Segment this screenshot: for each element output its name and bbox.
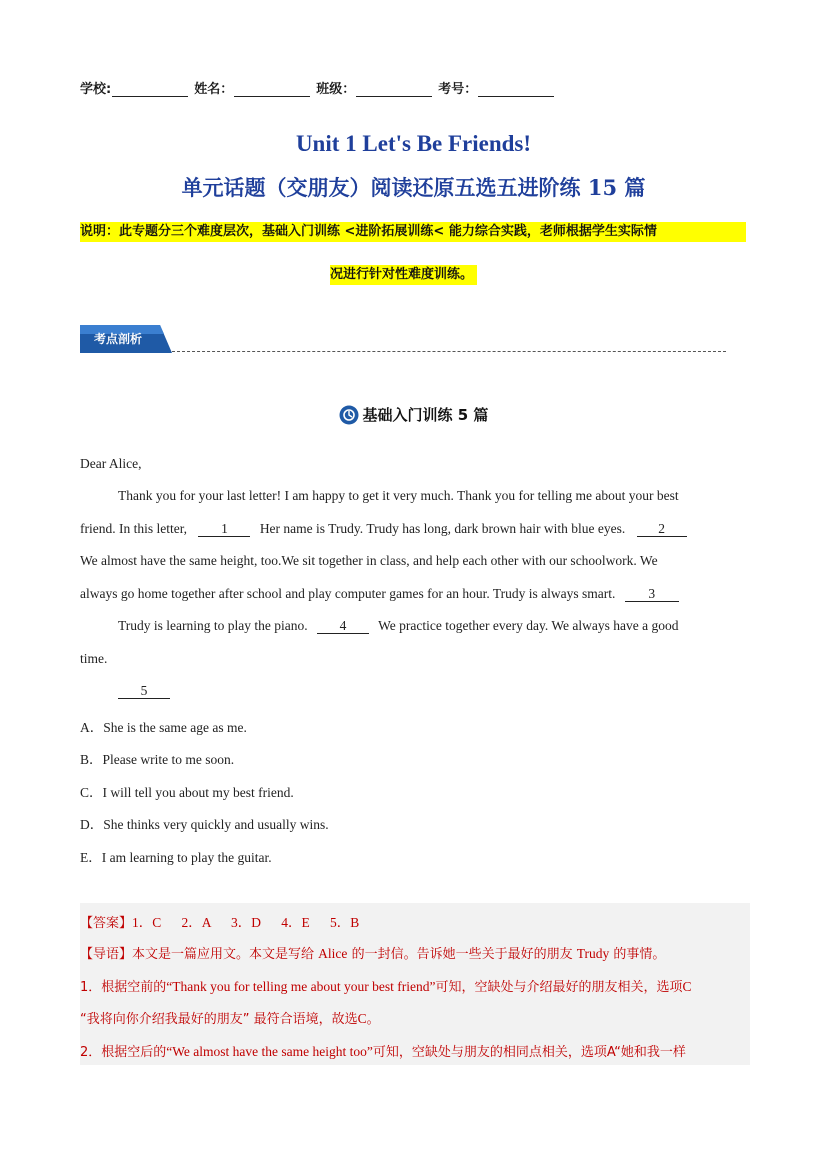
guide-text-c: 的事情。: [613, 947, 666, 962]
explanation-1-b: 可知，空缺处与介绍最好的朋友相关，选项: [435, 980, 683, 995]
guide-trudy: Trudy: [576, 946, 610, 961]
answer-box: [80, 903, 750, 1065]
option-b: B．Please write to me soon.: [80, 752, 235, 767]
guide-text-b: 的一封信。告诉她一些关于最好的朋友: [351, 947, 573, 962]
greeting: Dear Alice,: [80, 456, 142, 471]
guide-label: 【导语】: [80, 947, 133, 962]
explanation-1-quote: “Thank you for telling me about your best friend”: [166, 979, 436, 994]
answer-values: 1．C 2．A 3．D 4．E 5．B: [132, 915, 360, 930]
guide-alice: Alice: [318, 946, 348, 961]
passage-line-2: [80, 521, 687, 537]
instruction-note-line-2: 况进行针对性难度训练。: [330, 265, 477, 285]
passage-line-5a: Trudy is learning to play the piano.: [118, 618, 308, 633]
explanation-2-c: A“她和我一样: [606, 1045, 686, 1060]
blank-3[interactable]: 3: [625, 587, 679, 602]
passage-line-2a: friend. In this letter,: [80, 521, 188, 536]
option-a: A．She is the same age as me.: [80, 720, 247, 735]
option-c: C．I will tell you about my best friend.: [80, 785, 294, 800]
school-blank[interactable]: [112, 82, 188, 97]
exam-number-blank[interactable]: [478, 82, 554, 97]
option-d: D．She thinks very quickly and usually wins.: [80, 817, 329, 832]
passage-line-2b: Her name is Trudy. Trudy has long, dark brown hair with blue eyes.: [259, 521, 626, 536]
name-blank[interactable]: [234, 82, 310, 97]
school-field[interactable]: [80, 78, 188, 97]
answer-label: 【答案】: [80, 916, 133, 931]
school-label: 学校:: [80, 82, 112, 97]
explanation-1-letter: C: [682, 979, 692, 994]
passage-line-1: Thank you for your last letter! I am happy to get it very much. Thank you for telling me about your best: [118, 488, 679, 503]
exam-number-field[interactable]: [438, 78, 554, 97]
explanation-1-line-2-text: “我将向你介绍我最好的朋友” 最符合语境，故选: [80, 1012, 358, 1027]
explanation-1-line-2: [80, 1008, 380, 1027]
section-tab: [80, 325, 172, 353]
explanation-1-line-2-letter: C: [357, 1011, 367, 1026]
blank-5[interactable]: 5: [118, 684, 170, 699]
explanation-2-quote: “We almost have the same height too”: [166, 1044, 373, 1059]
level-heading-text: 基础入门训练 5 篇: [362, 406, 489, 424]
class-label: 班级：: [316, 82, 356, 97]
passage-line-5: [118, 618, 678, 634]
blank-2[interactable]: 2: [637, 522, 687, 537]
blank-1[interactable]: 1: [198, 522, 250, 537]
passage-line-7: [118, 683, 170, 699]
answer-line: [80, 911, 359, 931]
passage-line-5b: We practice together every day. We always have a good: [378, 618, 679, 633]
passage-line-4: [80, 586, 679, 602]
passage-line-3: We almost have the same height, too.We sit together in class, and help each other with our schoolwork. We: [80, 553, 658, 568]
explanation-2-b: 可知，空缺处与朋友的相同点相关，选项: [372, 1045, 607, 1060]
student-info-row: [80, 78, 560, 97]
name-label: 姓名：: [194, 82, 234, 97]
name-field[interactable]: [194, 78, 310, 97]
level-heading: [0, 404, 827, 425]
option-e: E．I am learning to play the guitar.: [80, 850, 272, 865]
explanation-1-line-1: [80, 976, 691, 995]
explanation-2-line-1: [80, 1041, 686, 1060]
instruction-note-line-1: 说明：此专题分三个难度层次，基础入门训练 <进阶拓展训练< 能力综合实践，老师根据学生实际情: [80, 222, 746, 242]
passage-line-6: time.: [80, 651, 108, 666]
topic-title: 单元话题（交朋友）阅读还原五选五进阶练 15 篇: [181, 175, 646, 200]
guide-text-a: 本文是一篇应用文。本文是写给: [132, 947, 315, 962]
level-badge-icon: [339, 405, 359, 425]
explanation-2-a: 2．根据空后的: [80, 1045, 167, 1060]
unit-title: Unit 1 Let's Be Friends!: [295, 131, 532, 156]
guide-line: [80, 943, 665, 962]
explanation-1-a: 1．根据空前的: [80, 980, 167, 995]
section-divider: [172, 351, 726, 352]
passage-line-4-text: always go home together after school and play computer games for an hour. Trudy is always smart.: [80, 586, 616, 601]
exam-number-label: 考号：: [438, 82, 478, 97]
class-field[interactable]: [316, 78, 432, 97]
explanation-1-line-2-end: 。: [366, 1012, 380, 1027]
class-blank[interactable]: [356, 82, 432, 97]
blank-4[interactable]: 4: [317, 619, 369, 634]
section-tab-label: 考点剖析: [94, 332, 143, 346]
